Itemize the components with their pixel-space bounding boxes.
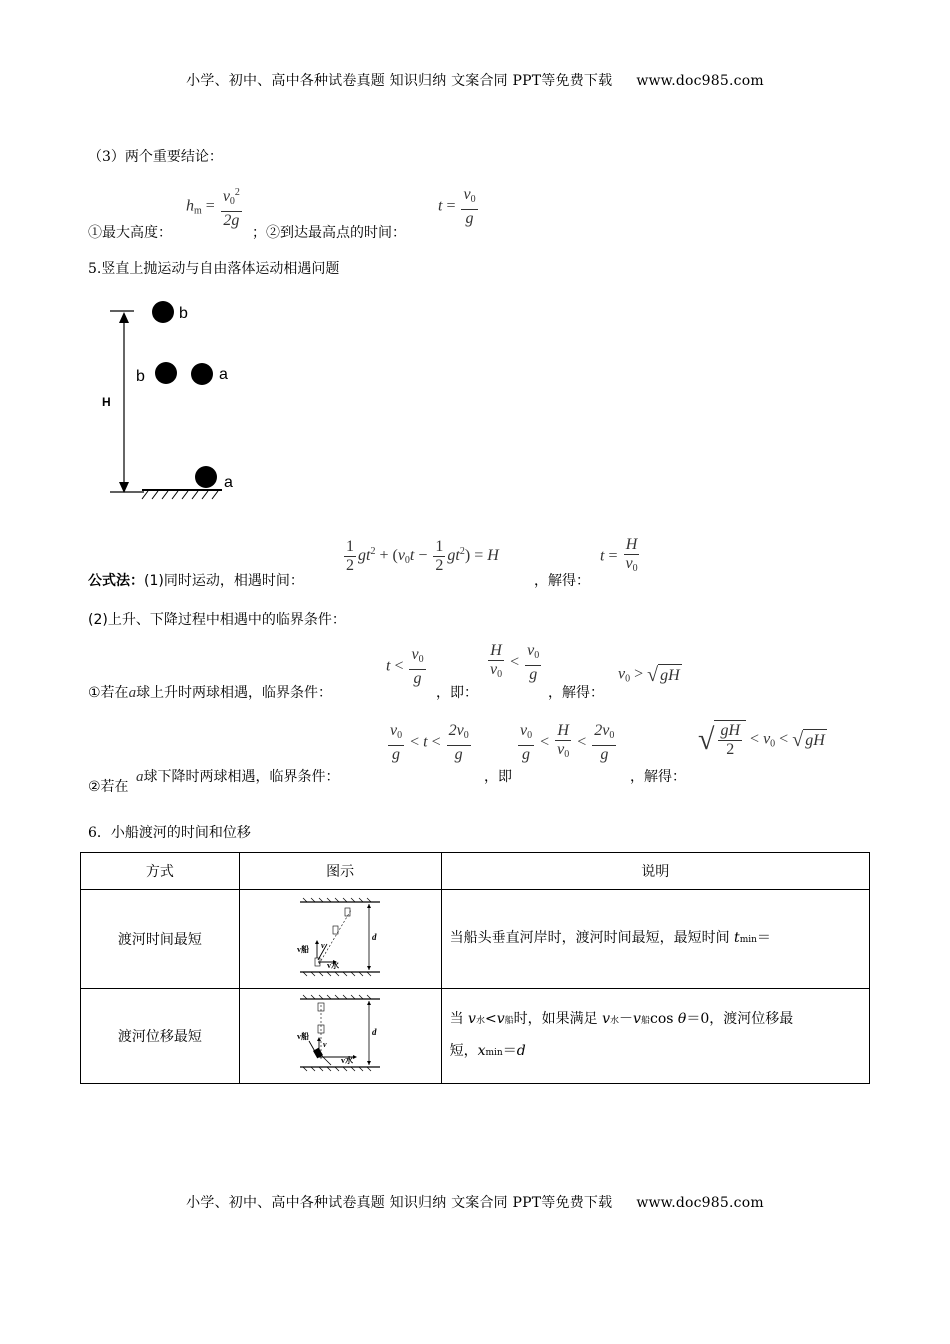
svg-text:v: v	[321, 941, 325, 950]
svg-text:v船: v船	[297, 945, 310, 954]
ball-a-bottom	[195, 466, 217, 488]
meeting-equation: $\frac{1}{2}$ $gt^2 + (v_0t$ − $\frac{1}{2}$ $gt^2) = H$	[346, 538, 499, 574]
row1-mode: 渡河时间最短	[81, 890, 240, 989]
header-desc: 说明	[441, 853, 869, 890]
label-b-mid: b	[136, 368, 145, 385]
hm-formula: $h_m$ = $\frac{v_0^2}{2g}$	[186, 184, 244, 230]
case2-result: √ $\frac{gH}{2}$ < $v_0$ < √ gH	[698, 722, 825, 758]
row1-desc: 当船头垂直河岸时，渡河时间最短，最短时间 tmin＝	[441, 890, 869, 989]
header-title: 小学、初中、高中各种试卷真题 知识归纳 文案合同 PPT等免费下载	[186, 73, 613, 89]
arrow-head-up	[119, 312, 129, 323]
ball-b-mid	[155, 362, 177, 384]
case2-solve: ，解得：	[630, 769, 686, 785]
case2-line: a球下降时两球相遇，临界条件：	[136, 769, 340, 785]
header-site: www.doc985.com	[636, 73, 764, 89]
label-h: H	[102, 395, 111, 409]
critical-heading: (2)上升、下降过程中相遇中的临界条件：	[88, 612, 346, 628]
row2-desc: 当 v水<v船时，如果满足 v水－v船cos θ＝0，渡河位移最 短，xmin＝d	[441, 989, 869, 1084]
label-b-top: b	[179, 305, 188, 322]
case1-solve: ，解得：	[548, 685, 604, 701]
case2-condition2: $\frac{v_0}{g}$ < $\frac{H}{v_0}$ < $\frac{2v_0}{g}$	[520, 722, 615, 763]
case2-condition: $\frac{v_0}{g}$ < t < $\frac{2v_0}{g}$	[390, 722, 469, 763]
table-row	[81, 989, 870, 1084]
page-footer	[0, 1192, 950, 1212]
row2-diagram-cell	[239, 989, 441, 1084]
page-header	[0, 70, 950, 90]
row1-diagram-cell	[239, 890, 441, 989]
svg-text:v: v	[323, 1040, 327, 1049]
svg-text:v船: v船	[297, 1032, 310, 1041]
item1-label: ①最大高度：	[88, 225, 172, 241]
arrow-head-down	[119, 482, 129, 493]
footer-site: www.doc985.com	[636, 1195, 764, 1211]
svg-text:v水: v水	[327, 961, 340, 970]
label-a-mid: a	[219, 366, 228, 383]
header-diagram: 图示	[239, 853, 441, 890]
footer-title: 小学、初中、高中各种试卷真题 知识归纳 文案合同 PPT等免费下载	[186, 1195, 613, 1211]
ball-a-mid	[191, 363, 213, 385]
meeting-diagram	[100, 296, 250, 506]
boat-crossing-table	[80, 852, 870, 1084]
t-solution: t = $\frac{H}{v_0}$	[600, 536, 638, 574]
formula-label: 公式法：	[88, 573, 144, 589]
section3-heading: （3）两个重要结论：	[88, 149, 223, 165]
row1-boat-diagram	[295, 896, 385, 978]
row2-boat-diagram	[295, 993, 385, 1075]
case1-condition: t < $\frac{v_0}{g}$	[386, 646, 424, 687]
row2-mode: 渡河位移最短	[81, 989, 240, 1084]
case2-ie: ，即	[484, 769, 512, 785]
label-a-bottom: a	[224, 474, 233, 491]
section6-heading: 6．小船渡河的时间和位移	[88, 825, 251, 841]
table-row	[81, 890, 870, 989]
case1-condition2: $\frac{H}{v_0}$ < $\frac{v_0}{g}$	[490, 642, 540, 683]
t-formula: t = $\frac{v_0}{g}$	[438, 186, 476, 227]
case1-result: $v_0$ > √ gH	[618, 664, 680, 686]
ground-hatch	[142, 491, 218, 499]
case2-label: ②若在	[88, 779, 129, 795]
case1-line: ①若在a球上升时两球相遇，临界条件：	[88, 685, 333, 701]
svg-text:v水: v水	[341, 1056, 354, 1065]
item-separator: ；②到达最高点的时间：	[252, 225, 406, 241]
formula-text: (1)同时运动，相遇时间：	[144, 573, 304, 589]
solve-text: ，解得：	[534, 573, 590, 589]
case1-ie: ，即：	[436, 685, 478, 701]
header-mode: 方式	[81, 853, 240, 890]
formula-line	[88, 570, 304, 590]
ball-b-top	[152, 301, 174, 323]
section5-heading: 5.竖直上抛运动与自由落体运动相遇问题	[88, 261, 340, 277]
svg-text:d: d	[372, 1027, 377, 1037]
svg-text:d: d	[372, 932, 377, 942]
table-header-row	[81, 853, 870, 890]
